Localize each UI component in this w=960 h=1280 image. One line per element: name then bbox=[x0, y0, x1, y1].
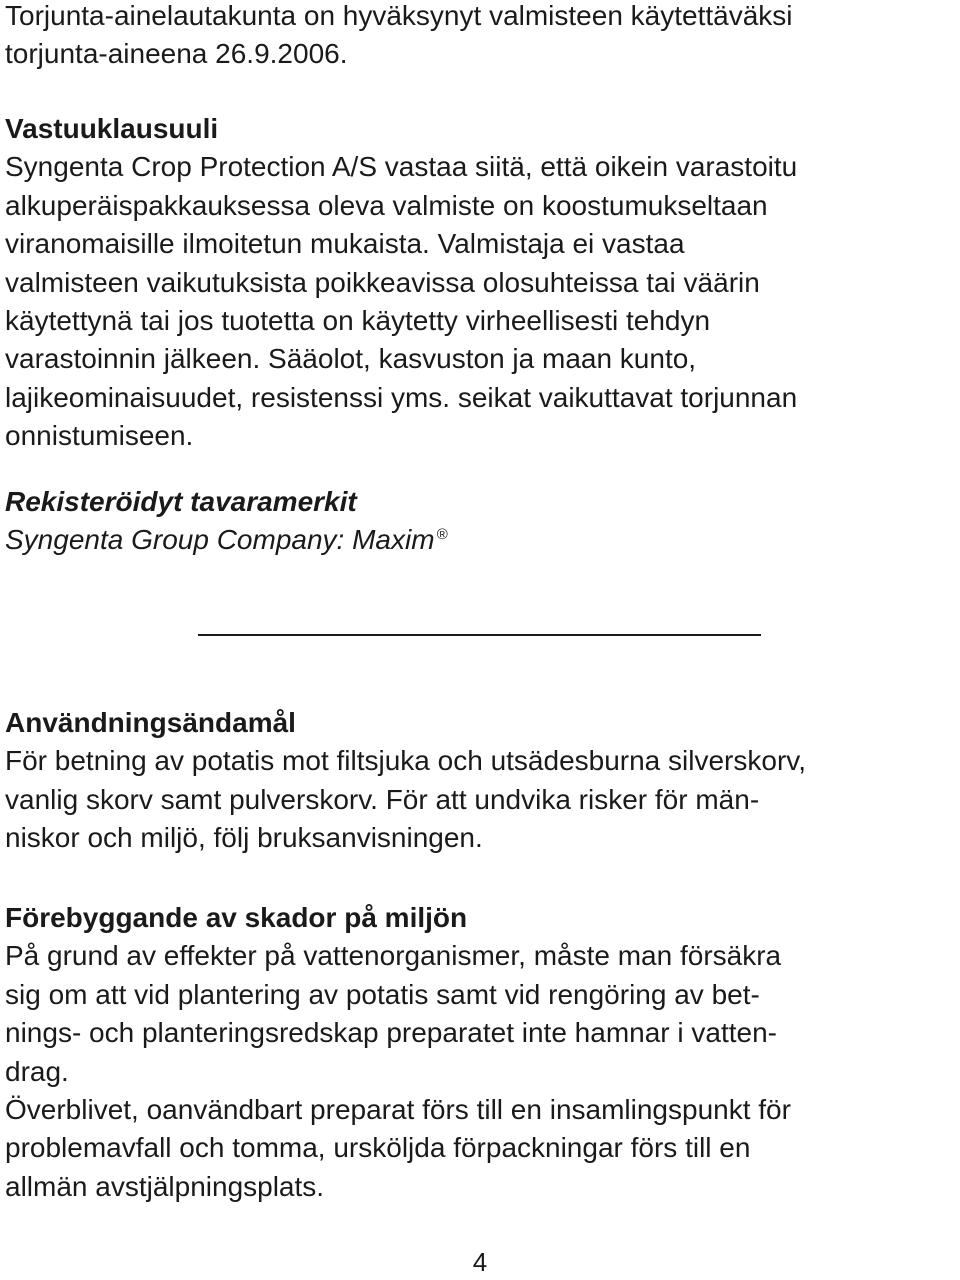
registered-mark: ® bbox=[436, 526, 448, 544]
environment-heading: Förebyggande av skador på miljön bbox=[5, 902, 468, 933]
paragraph-line: Syngenta Crop Protection A/S vastaa siitä, että oikein varastoitu bbox=[5, 151, 798, 183]
paragraph-line: torjunta-aineena 26.9.2006. bbox=[5, 38, 348, 70]
trademarks-heading: Rekisteröidyt tavaramerkit bbox=[5, 486, 357, 517]
paragraph-line: onnistumiseen. bbox=[5, 420, 194, 452]
trademark-text: Syngenta Group Company: Maxim bbox=[5, 524, 435, 556]
paragraph-line: nings- och planteringsredskap preparatet inte hamnar i vatten- bbox=[5, 1017, 777, 1049]
paragraph-line: allmän avstjälpningsplats. bbox=[5, 1170, 325, 1202]
paragraph-line: varastoinnin jälkeen. Sääolot, kasvuston ja maan kunto, bbox=[5, 343, 697, 375]
trademarks-section bbox=[5, 483, 448, 560]
paragraph-line: käytettynä tai jos tuotetta on käytetty virheellisesti tehdyn bbox=[5, 305, 711, 337]
paragraph-line: problemavfall och tomma, ursköljda förpackningar förs till en bbox=[5, 1132, 751, 1164]
paragraph-line: valmisteen vaikutuksista poikkeavissa olosuhteissa tai väärin bbox=[5, 266, 760, 298]
paragraph-line: vanlig skorv samt pulverskorv. För att undvika risker för män- bbox=[5, 783, 760, 815]
paragraph-line: lajikeominaisuudet, resistenssi yms. seikat vaikuttavat torjunnan bbox=[5, 381, 798, 413]
usage-heading: Användningsändamål bbox=[5, 707, 296, 738]
paragraph-line: alkuperäispakkauksessa oleva valmiste on koostumukseltaan bbox=[5, 189, 768, 221]
paragraph-line: För betning av potatis mot filtsjuka och utsädesburna silverskorv, bbox=[5, 745, 806, 777]
paragraph-line: Torjunta-ainelautakunta on hyväksynyt valmisteen käytettäväksi bbox=[5, 0, 793, 31]
section-divider bbox=[198, 634, 761, 636]
liability-heading: Vastuuklausuuli bbox=[5, 113, 219, 144]
disposal-paragraph bbox=[5, 1091, 791, 1206]
paragraph-line: viranomaisille ilmoitetun mukaista. Valmistaja ei vastaa bbox=[5, 228, 685, 260]
page-number: 4 bbox=[472, 1247, 488, 1277]
approval-paragraph bbox=[5, 0, 793, 74]
trademark-line bbox=[5, 521, 448, 559]
usage-section bbox=[5, 704, 806, 858]
environment-section bbox=[5, 899, 781, 1091]
paragraph-line: Överblivet, oanvändbart preparat förs till en insamlingspunkt för bbox=[5, 1094, 791, 1125]
paragraph-line: drag. bbox=[5, 1055, 69, 1087]
paragraph-line: niskor och miljö, följ bruksanvisningen. bbox=[5, 822, 483, 854]
paragraph-line: sig om att vid plantering av potatis samt vid rengöring av bet- bbox=[5, 978, 760, 1010]
liability-section bbox=[5, 110, 797, 456]
paragraph-line: På grund av effekter på vattenorganismer, måste man försäkra bbox=[5, 940, 782, 972]
